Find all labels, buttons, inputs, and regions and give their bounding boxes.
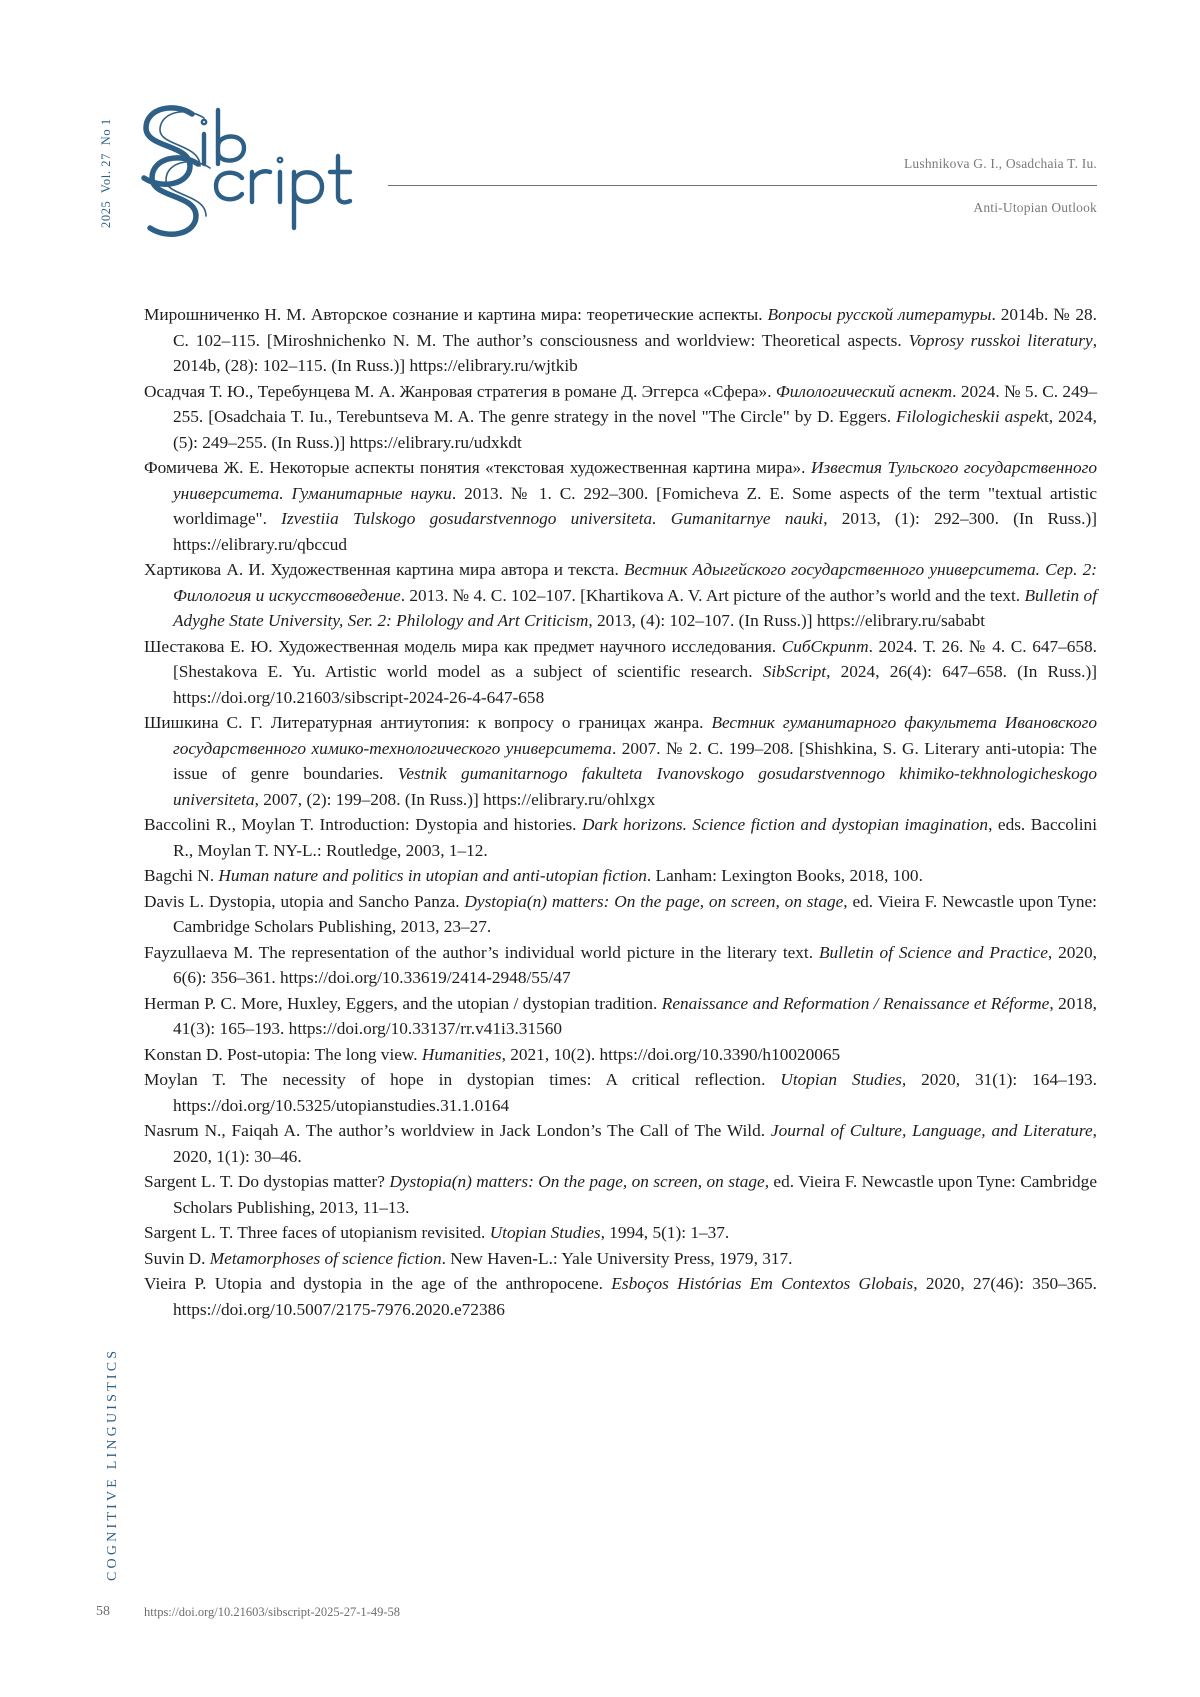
reference-text-segment: Sargent L. T. Three faces of utopianism revisited.: [144, 1223, 490, 1242]
reference-text-segment: Vieira P. Utopia and dystopia in the age of the anthropocene.: [144, 1274, 612, 1293]
sibscript-logo: [140, 104, 370, 244]
reference-text-segment: , 2014b, (28): 102–115. (In Russ.)] https://elibrary.ru/wjtkib: [173, 330, 1098, 375]
reference-italic-segment: Вопросы русской литературы: [767, 305, 992, 324]
reference-text-segment: Sargent L. T. Do dystopias matter?: [144, 1172, 390, 1191]
reference-text-segment: Moylan T. The necessity of hope in dystopian times: A critical reflection.: [144, 1070, 781, 1089]
reference-italic-segment: Bulletin of Science and Practice: [818, 942, 1048, 962]
reference-text-segment: , 2013, (1): 292–300. (In Russ.)] https://elibrary.ru/qbccud: [173, 509, 1097, 554]
running-header-authors: Lushnikova G. I., Osadchaia T. Iu.: [903, 156, 1097, 171]
reference-item: [144, 863, 1097, 889]
reference-text-segment: , 2020, 1(1): 30–46.: [173, 1121, 1097, 1166]
reference-text-segment: , 2007, (2): 199–208. (In Russ.)] https://elibrary.ru/ohlxgx: [254, 789, 656, 809]
issue-number: No 1: [99, 118, 113, 146]
reference-text-segment: . 2013. № 4. С. 102–107. [Khartikova A. V. Art picture of the author’s world and the text.: [400, 585, 1025, 605]
reference-text-segment: , 2020, 27(46): 350–365. https://doi.org/10.5007/2175-7976.2020.e72386: [173, 1274, 1098, 1319]
reference-item: [144, 1169, 1097, 1220]
reference-italic-segment: Metamorphoses of science fiction: [209, 1248, 442, 1268]
reference-text-segment: 2020, 31(1): 164–193. https://doi.org/10.5325/utopianstudies.31.1.0164: [173, 1070, 1097, 1115]
reference-item: [144, 1246, 1097, 1272]
running-header-topic: Anti-Utopian Outlook: [973, 200, 1097, 215]
reference-item: [144, 1067, 1097, 1118]
reference-text-segment: Nasrum N., Faiqah A. The author’s worldview in Jack London’s The Call of The Wild.: [144, 1121, 771, 1140]
reference-italic-segment: Vestnik gumanitarnogo fakulteta Ivanovskogo gosudarstvennogo khimiko-tekhnologicheskogo universiteta: [173, 764, 1098, 809]
reference-text-segment: Baccolini R., Moylan T. Introduction: Dystopia and histories.: [144, 815, 583, 834]
reference-item: [144, 1271, 1097, 1322]
reference-text-segment: . 2013. № 1. С. 292–300. [Fomicheva Z. E. Some aspects of the term "textual artistic worldimage".: [173, 483, 1098, 528]
reference-item: [144, 455, 1097, 557]
reference-italic-segment: Utopian Studies,: [780, 1070, 907, 1089]
reference-text-segment: , 2020, 6(6): 356–361. https://doi.org/10.33619/2414-2948/55/47: [173, 942, 1097, 987]
reference-text-segment: . New Haven-L.: Yale University Press, 1979, 317.: [441, 1248, 793, 1268]
footer-doi: https://doi.org/10.21603/sibscript-2025-27-1-49-58: [144, 1605, 401, 1619]
reference-text-segment: , 2013, (4): 102–107. (In Russ.)] https://elibrary.ru/sababt: [588, 611, 986, 630]
reference-text-segment: t, 2024, (5): 249–255. (In Russ.)] https://elibrary.ru/udxkdt: [173, 407, 1097, 452]
reference-italic-segment: Human nature and politics in utopian and anti-utopian fiction: [218, 866, 647, 885]
reference-italic-segment: Известия Тульского государственного университета. Гуманитарные науки: [173, 458, 1097, 503]
reference-text-segment: . Lanham: Lexington Books, 2018, 100.: [646, 866, 923, 885]
reference-item: [144, 379, 1097, 456]
reference-text-segment: , 2018, 41(3): 165–193. https://doi.org/10.33137/rr.v41i3.31560: [173, 993, 1097, 1038]
reference-text-segment: Fayzullaeva M. The representation of the author’s individual world picture in the literary text.: [144, 942, 819, 962]
reference-text-segment: Фомичева Ж. Е. Некоторые аспекты понятия «текстовая художественная картина мира».: [144, 458, 812, 477]
reference-italic-segment: Вестник гуманитарного факультета Ивановского государственного химико-технологического университета: [173, 713, 1098, 758]
reference-text-segment: Konstan D. Post-utopia: The long view.: [144, 1044, 422, 1064]
reference-text-segment: . 2014b. № 28. С. 102–115. [Miroshnichenko N. M. The author’s consciousness and worldview: Theoretical aspects.: [173, 305, 1097, 350]
reference-italic-segment: Journal of Culture, Language, and Literature: [770, 1121, 1093, 1140]
reference-italic-segment: Renaissance and Reformation / Renaissance et Réforme: [661, 993, 1050, 1013]
volume-number: Vol. 27: [99, 153, 113, 194]
reference-item: [144, 1042, 1097, 1068]
reference-italic-segment: Филологический аспект: [775, 381, 953, 401]
reference-list: [144, 302, 1097, 1322]
reference-text-segment: , eds. Baccolini R., Moylan T. NY-L.: Routledge, 2003, 1–12.: [173, 815, 1097, 860]
reference-text-segment: Мирошниченко Н. М. Авторское сознание и картина мира: теоретические аспекты.: [144, 305, 768, 324]
reference-text-segment: . 2007. № 2. С. 199–208. [Shishkina, S. G. Literary anti-utopia: The issue of genre boundaries.: [173, 738, 1097, 783]
reference-italic-segment: Humanities: [421, 1044, 502, 1064]
reference-text-segment: . 2024. № 5. С. 249–255. [Osadchaia T. Iu., Terebuntseva M. A. The genre strategy in the novel "The Circle" by D. Eggers.: [173, 381, 1097, 426]
reference-text-segment: Suvin D.: [144, 1248, 210, 1268]
reference-italic-segment: Voprosy russkoi literatury: [908, 330, 1093, 350]
reference-text-segment: , 2024, 26(4): 647–658. (In Russ.)] https://doi.org/10.21603/sibscript-2024-26-4-647-658: [173, 662, 1097, 707]
reference-item: [144, 710, 1097, 812]
reference-italic-segment: Dark horizons. Science fiction and dystopian imagination: [582, 815, 989, 834]
reference-italic-segment: Вестник Адыгейского государственного университета. Сер. 2: Филология и искусствоведение: [173, 560, 1098, 605]
section-label-vertical: COGNITIVE LINGUISTICS: [105, 1347, 120, 1581]
reference-text-segment: , ed. Vieira F. Newcastle upon Tyne: Cambridge Scholars Publishing, 2013, 11–13.: [173, 1172, 1097, 1217]
reference-italic-segment: Dystopia(n) matters: On the page, on screen, on stage: [389, 1172, 765, 1191]
reference-italic-segment: Utopian Studies: [489, 1223, 601, 1242]
reference-item: [144, 634, 1097, 711]
page-number: 58: [96, 1604, 110, 1619]
reference-text-segment: Herman P. C. More, Huxley, Eggers, and the utopian / dystopian tradition.: [144, 993, 662, 1013]
reference-italic-segment: Izvestiia Tulskogo gosudarstvennogo universiteta. Gumanitarnye nauki: [281, 509, 824, 528]
reference-text-segment: Bagchi N.: [144, 866, 219, 885]
reference-text-segment: Davis L. Dystopia, utopia and Sancho Panza.: [144, 891, 465, 911]
reference-item: [144, 1220, 1097, 1246]
reference-italic-segment: СибСкрипт: [781, 636, 869, 656]
reference-italic-segment: Bulletin of Adyghe State University, Ser. 2: Philology and Art Criticism: [173, 585, 1097, 630]
reference-item: [144, 302, 1097, 379]
header-divider: [388, 185, 1097, 186]
reference-text-segment: , ed. Vieira F. Newcastle upon Tyne: Cambridge Scholars Publishing, 2013, 23–27.: [173, 891, 1097, 936]
reference-text-segment: , 1994, 5(1): 1–37.: [600, 1223, 730, 1242]
reference-item: [144, 889, 1097, 940]
reference-italic-segment: Dystopia(n) matters: On the page, on screen, on stage: [464, 891, 844, 911]
reference-item: [144, 1118, 1097, 1169]
reference-text-segment: Осадчая Т. Ю., Теребунцева М. А. Жанровая стратегия в романе Д. Эггерса «Сфера».: [144, 381, 776, 401]
reference-text-segment: Шишкина С. Г. Литературная антиутопия: к вопросу о границах жанра.: [144, 713, 712, 732]
reference-text-segment: , 2021, 10(2). https://doi.org/10.3390/h10020065: [501, 1044, 841, 1064]
reference-item: [144, 940, 1097, 991]
volume-year: 2025: [99, 200, 113, 228]
volume-info-vertical: [99, 114, 114, 228]
reference-italic-segment: Esboços Histórias Em Contextos Globais: [611, 1274, 914, 1293]
reference-item: [144, 991, 1097, 1042]
reference-text-segment: . 2024. Т. 26. № 4. С. 647–658. [Shestakova E. Yu. Artistic world model as a subject of scientific research.: [173, 636, 1098, 681]
reference-text-segment: Шестакова Е. Ю. Художественная модель мира как предмет научного исследования.: [144, 636, 782, 656]
reference-item: [144, 557, 1097, 634]
reference-item: [144, 812, 1097, 863]
reference-italic-segment: Filologicheskii aspek: [896, 407, 1044, 426]
reference-italic-segment: SibScript: [762, 662, 827, 681]
reference-text-segment: Хартикова А. И. Художественная картина мира автора и текста.: [144, 560, 624, 579]
